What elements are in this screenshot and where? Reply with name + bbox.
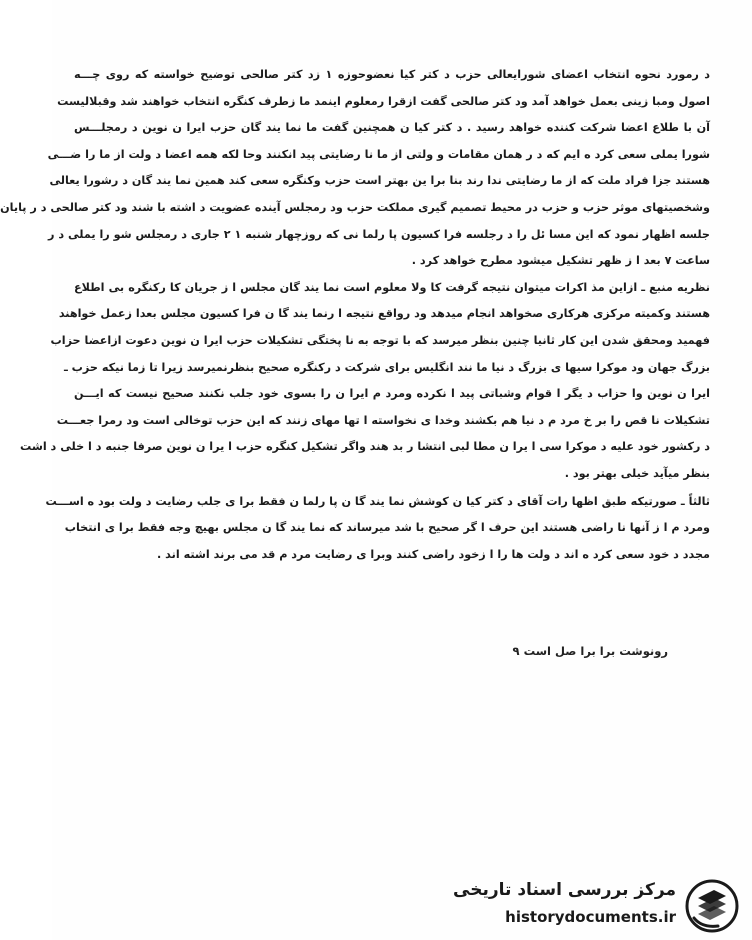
document-line: بزرگ جهان ود موکرا سیها ی بزرگ د نیا ما نند انگلیس برای شرکت د رکنگره صحیح بنظرنمیرسد زیرا تا زما نیکه حزب ـ [63,360,710,374]
document-line: اصول ومبا زینی بعمل خواهد آمد ود کتر صالحی گفت ازقرا رمعلوم اینمد ما زطرف کنگره انتخاب خواهند شد وقبلالیست [57,94,710,108]
document-line: ایرا ن نوین وا حزاب د یگر ا قوام وشباتی پید ا نکرده ومرد م ایرا ن را بسوی خود جلب نکنند صحیح نیست که ایـــن [74,387,710,401]
document-line: د رمورد نحوه انتخاب اعضای شورایعالی حزب د کتر کیا نعضوحوزه ۱ زد کتر صالحی توضیح خواسته که روی چـــه [74,68,710,81]
document-line: د رکشور خود علیه د موکرا سی ا یرا ن مطا لبی انتشا ر بد هند واگر تشکیل کنگره حزب ا یرا ن نوین صرفا جنبه د ا خلی د اشت [19,440,710,454]
document-line: هستند وکمیته مرکزی هرکاری صخواهد انجام میدهد ود رواقع نتیجه ا رنما یند گا ن فرا کسیون مجلس بعدا زعمل خواهند [58,307,710,321]
document-line: جلسه اظهار نمود که این مسا ئل را د رجلسه فرا کسیون پا رلما نی که روزچهار شنبه ۱ ۲ جاری د رمجلس شو را یملی د ر [48,227,710,241]
watermark-title: مرکز بررسی اسناد تاریخی [453,880,676,900]
document-line: شورا یملی سعی کرد ه ایم که د ر همان مقامات و ولتی از ما نا رضایتی پید انکنند وحا لکه همه اعضا د ولت از ما را ضـــی [47,147,710,161]
document-line: آن با طلاع اعضا شرکت کننده خواهد رسید . د کتر کیا ن همچنین گفت ما نما یند گان حزب ایرا ن نوین د رمجلـــس [74,121,710,135]
document-line: وشخصیتهای موثر حزب و حزب در محیط تصمیم گیری مملکت حزب ود رمجلس آینده عضویت د اشته با شند ود کتر صالحی د ر پایان [0,200,710,214]
document-line: مجدد د خود سعی کرد ه اند د ولت ها را ا زخود راضی کنند وبرا ی رضایت مرد م قد می برند اشته اند . [157,547,710,561]
document-body [0,62,710,568]
document-line: ساعت ۷ بعد ا ز ظهر تشکیل میشود مطرح خواهد کرد . [411,254,710,268]
watermark-url: historydocuments.ir [505,908,676,926]
watermark [450,876,740,936]
document-line: بنظر میآید خیلی بهتر بود . [564,466,710,480]
document-line: ثالثاً ـ صورتیکه طبق اظها رات آقای د کتر کیا ن کوشش نما یند گا ن پا رلما ن فقط برا ی جلب رضایت د ولت بود ه اســـت [45,494,710,508]
document-line: تشکیلات نا قص را بر خ مرد م د نیا هم بکشند وخدا ی نخواسته ا تها مهای زنند که این حزب توخالی است ود رمرا جعـــت [56,413,710,427]
document-line: هستند جزا فراد ملت که از ما رضایتی ندا رند بنا برا ین بهتر است حزب وکنگره سعی کند همین نما یند گان د رشورا یعالی [49,174,710,188]
document-line: فهمید ومحقق شدن این کار ثانیا چنین بنظر میرسد که با توجه به نا پختگی تشکیلات حزب ایرا ن نوین دعوت ازاعضا حزاب [50,333,710,347]
document-line: ومرد م ا ز آنها نا راضی هستند این حرف ا گر صحیح با شد میرساند که نما یند گا ن مجلس بهیچ وجه فقط برا ی انتخاب [64,521,710,535]
document-line: نظریه منبع ـ ازاین مذ اکرات میتوان نتیجه گرفت کا ولا معلوم است نما یند گان مجلس ا ز جریان کا رکنگره بی اطلاع [74,280,710,294]
copy-certification-note: رونوشت برا برا صل است ۹ [512,644,668,658]
archive-logo-icon [684,878,740,934]
